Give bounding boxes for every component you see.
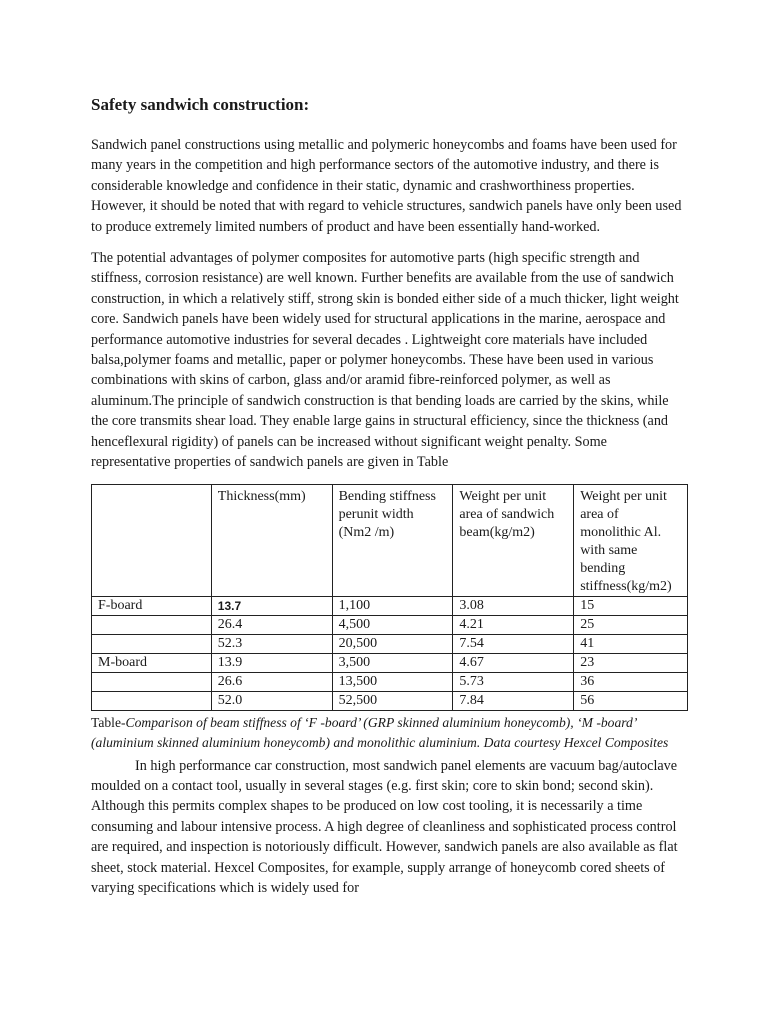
table-row xyxy=(92,596,688,615)
table-row xyxy=(92,691,688,710)
table-header-row xyxy=(92,484,688,596)
table-cell: M-board xyxy=(92,653,212,672)
table-cell: 5.73 xyxy=(453,672,574,691)
document-page xyxy=(91,92,687,909)
paragraph-1: Sandwich panel constructions using metallic and polymeric honeycombs and foams have been used for many years in the competition and high performance sectors of the automotive industry, and there is considerable knowledge and confidence in their static, dynamic and crashworthiness properties. However, it should be noted that with regard to vehicle structures, sandwich panels have only been used to produce extremely limited numbers of product and have been essentially hand-worked. xyxy=(91,137,682,235)
caption-prefix: Table- xyxy=(91,714,126,730)
header-cell: Thickness(mm) xyxy=(211,484,332,596)
header-cell: Weight per unit area of monolithic Al. with same bending stiffness(kg/m2) xyxy=(574,484,688,596)
table-cell: 41 xyxy=(574,634,688,653)
table-cell: 7.84 xyxy=(453,691,574,710)
table-cell: 4.21 xyxy=(453,615,574,634)
table-cell: 13.7 xyxy=(211,596,332,615)
table-cell xyxy=(92,634,212,653)
properties-table xyxy=(91,484,688,711)
table-cell: 52.0 xyxy=(211,691,332,710)
table-cell: 26.6 xyxy=(211,672,332,691)
paragraph-2: The potential advantages of polymer composites for automotive parts (high specific strength and stiffness, corrosion resistance) are well known. Further benefits are available from the use of sandwich construction, in which a relatively stiff, strong skin is bonded either side of a much thicker, light weight core. Sandwich panels have been widely used for structural applications in the marine, aerospace and performance automotive industries for several decades . Lightweight core materials have included balsa,polymer foams and metallic, paper or polymer honeycombs. These have been used in various combinations with skins of carbon, glass and/or aramid fibre-reinforced polymer, as well as aluminum.The principle of sandwich construction is that bending loads are carried by the skins, while the core transmits shear load. They enable large gains in structural efficiency, since the thickness (and henceflexural rigidity) of panels can be increased without significant weight penalty. Some representative properties of sandwich panels are given in Table xyxy=(91,250,679,471)
table-row xyxy=(92,672,688,691)
table-cell: 15 xyxy=(574,596,688,615)
table-cell: 56 xyxy=(574,691,688,710)
table-cell: 20,500 xyxy=(332,634,453,653)
table-caption xyxy=(91,713,687,754)
header-cell xyxy=(92,484,212,596)
table-cell xyxy=(92,691,212,710)
table-row xyxy=(92,653,688,672)
table-cell xyxy=(92,615,212,634)
table-cell: 52.3 xyxy=(211,634,332,653)
table-cell: 3,500 xyxy=(332,653,453,672)
table-cell: 23 xyxy=(574,653,688,672)
table-cell: 3.08 xyxy=(453,596,574,615)
table-cell: 1,100 xyxy=(332,596,453,615)
table-cell: F-board xyxy=(92,596,212,615)
caption-text: Comparison of beam stiffness of ‘F -board’ (GRP skinned aluminium honeycomb), ‘M -board’ (aluminium skinned aluminium honeycomb) and monolithic aluminium. Data courtesy Hexcel Composites xyxy=(91,714,669,750)
header-cell: Bending stiffness perunit width (Nm2 /m) xyxy=(332,484,453,596)
section-title: Safety sandwich construction: xyxy=(91,95,310,114)
table-cell: 7.54 xyxy=(453,634,574,653)
table-cell: 13.9 xyxy=(211,653,332,672)
table-row xyxy=(92,615,688,634)
table-cell xyxy=(92,672,212,691)
table-cell: 4.67 xyxy=(453,653,574,672)
table-cell: 13,500 xyxy=(332,672,453,691)
table-cell: 4,500 xyxy=(332,615,453,634)
table-cell: 36 xyxy=(574,672,688,691)
table-cell: 26.4 xyxy=(211,615,332,634)
table-cell: 52,500 xyxy=(332,691,453,710)
table-cell: 25 xyxy=(574,615,688,634)
header-cell: Weight per unit area of sandwich beam(kg/m2) xyxy=(453,484,574,596)
paragraph-3: In high performance car construction, most sandwich panel elements are vacuum bag/autoclave moulded on a contact tool, usually in several stages (e.g. first skin; core to skin bond; second skin). Although this permits complex shapes to be produced on low cost tooling, it is necessarily a time consuming and labour intensive process. A high degree of cleanliness and sophisticated process control are required, and inspection is notoriously difficult. However, sandwich panels are also available as flat sheet, stock material. Hexcel Composites, for example, supply arrange of honeycomb cored sheets of varying specifications which is widely used for xyxy=(91,757,678,896)
table-row xyxy=(92,634,688,653)
